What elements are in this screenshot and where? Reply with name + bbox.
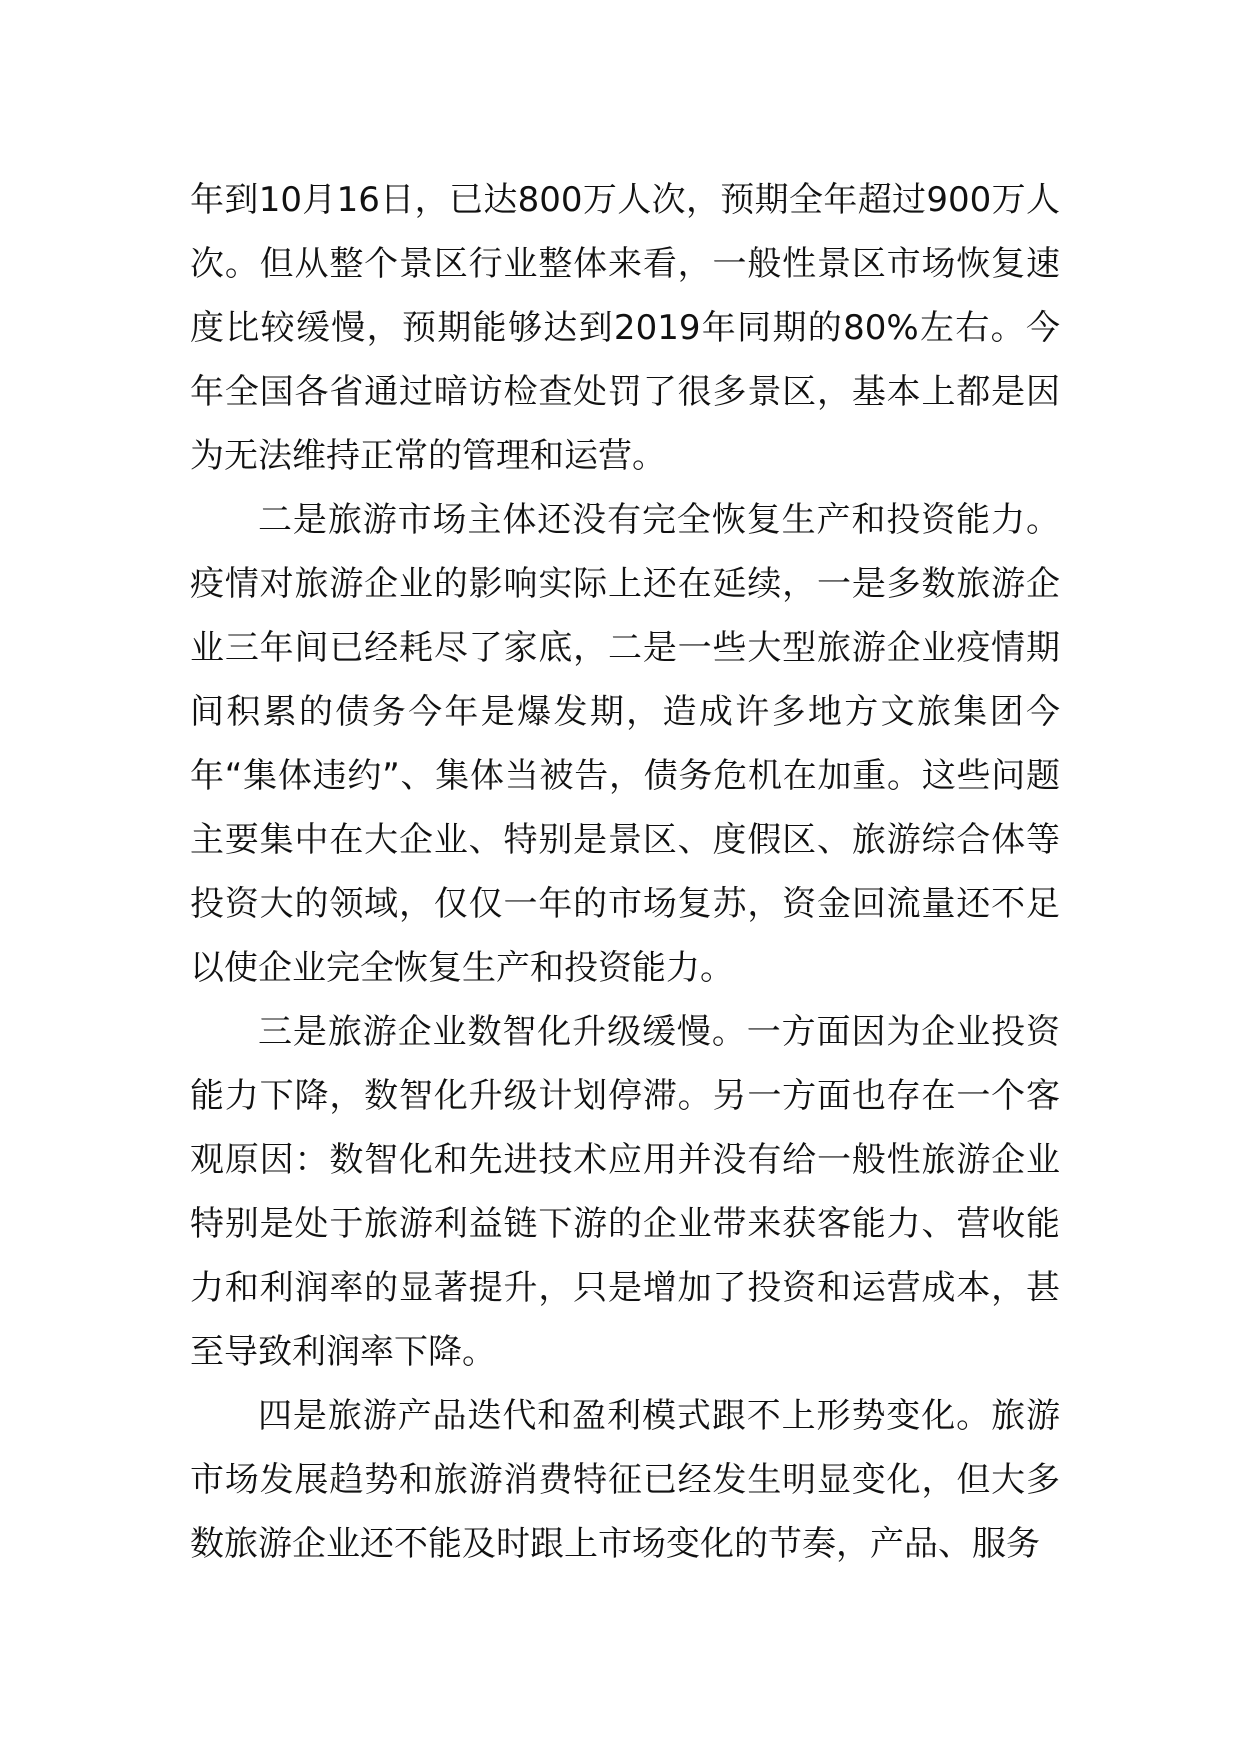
paragraph-1: 年到10月16日，已达800万人次，预期全年超过900万人次。但从整个景区行业整体来看，一般性景区市场恢复速度比较缓慢，预期能够达到2019年同期的80%左右。今年全国各省通过暗访检查处罚了很多景区，基本上都是因为无法维持正常的管理和运营。 — [190, 180, 1060, 476]
document-body — [190, 168, 1060, 1576]
paragraph-2: 二是旅游市场主体还没有完全恢复生产和投资能力。疫情对旅游企业的影响实际上还在延续，一是多数旅游企业三年间已经耗尽了家底，二是一些大型旅游企业疫情期间积累的债务今年是爆发期，造成许多地方文旅集团今年“集体违约”、集体当被告，债务危机在加重。这些问题主要集中在大企业、特别是景区、度假区、旅游综合体等投资大的领域，仅仅一年的市场复苏，资金回流量还不足以使企业完全恢复生产和投资能力。 — [190, 500, 1060, 988]
paragraph-4: 四是旅游产品迭代和盈利模式跟不上形势变化。旅游市场发展趋势和旅游消费特征已经发生明显变化，但大多数旅游企业还不能及时跟上市场变化的节奏，产品、服务 — [190, 1396, 1060, 1564]
paragraph-3: 三是旅游企业数智化升级缓慢。一方面因为企业投资能力下降，数智化升级计划停滞。另一方面也存在一个客观原因：数智化和先进技术应用并没有给一般性旅游企业特别是处于旅游利益链下游的企业带来获客能力、营收能力和利润率的显著提升，只是增加了投资和运营成本，甚至导致利润率下降。 — [190, 1012, 1060, 1372]
